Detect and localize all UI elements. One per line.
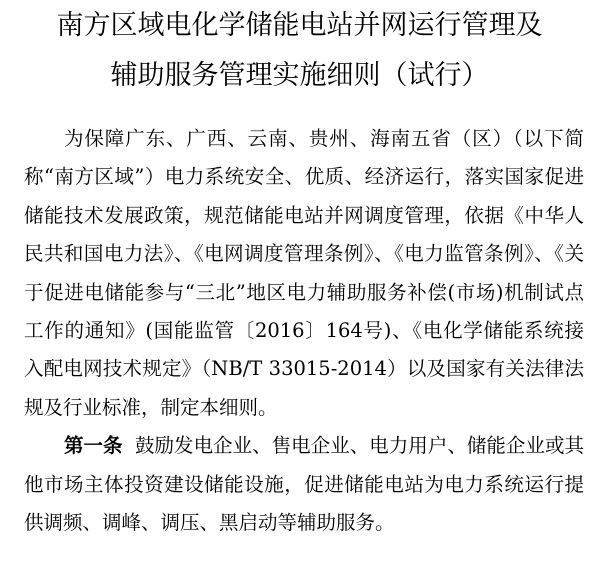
article-1-label: 第一条 xyxy=(63,434,123,458)
article-1-text: 鼓励发电企业、售电企业、电力用户、储能企业或其他市场主体投资建设储能设施，促进储能电站为电力系统运行提供调频、调峰、调压、黑启动等辅助服务。 xyxy=(24,434,584,535)
document-title-line-2: 辅助服务管理实施细则（试行） xyxy=(110,60,489,91)
document-body xyxy=(24,120,584,542)
document-title-line-1: 南方区域电化学储能电站并网运行管理及 xyxy=(56,10,543,41)
article-1-paragraph xyxy=(24,427,584,542)
preamble-paragraph: 为保障广东、广西、云南、贵州、海南五省（区）（以下简称“南方区域”）电力系统安全、优质、经济运行，落实国家促进储能技术发展政策，规范储能电站并网调度管理，依据《中华人民共和国电力法》、《电网调度管理条例》、《电力监管条例》、《关于促进电储能参与“三北”地区电力辅助服务补偿(市场)机制试点工作的通知》(国能监管〔2016〕164号)、《电化学储能系统接入配电网技术规定》（NB/T 33015-2014）以及国家有关法律法规及行业标准，制定本细则。 xyxy=(24,127,584,419)
